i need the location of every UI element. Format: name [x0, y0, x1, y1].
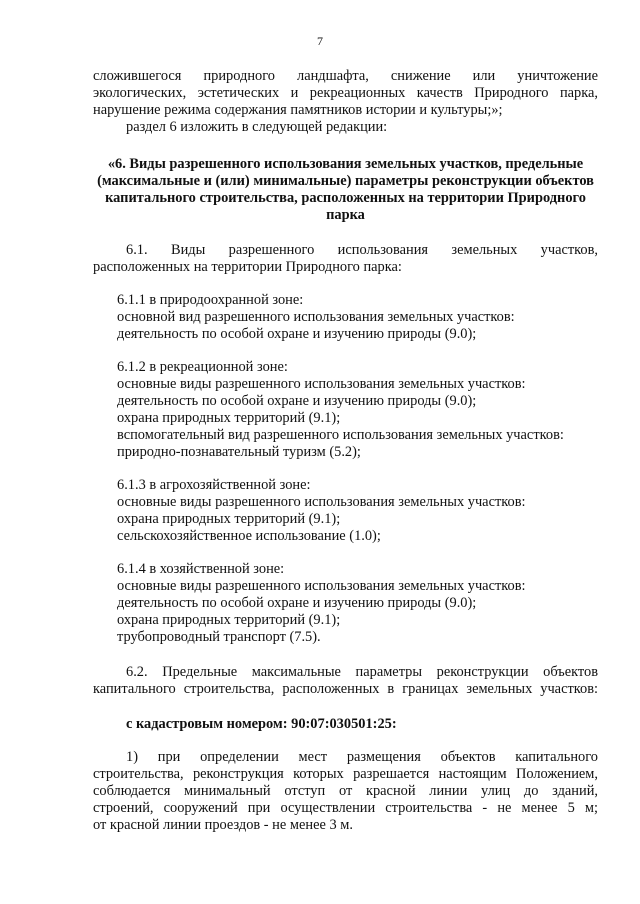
zone-title: 6.1.3 в агрохозяйственной зоне: [117, 477, 311, 493]
paragraph-1 [93, 749, 598, 834]
paragraph-line: от красной линии проездов - не менее 3 м. [93, 817, 353, 833]
paragraph-6-1 [93, 242, 598, 276]
intro-line: экологических, эстетических и рекреационных качеств Природного парка, [93, 85, 598, 101]
zone-line: деятельность по особой охране и изучению природы (9.0); [117, 326, 477, 342]
paragraph-line: капитального строительства, расположенных в границах земельных участков: [93, 681, 598, 697]
intro-paragraph [93, 68, 598, 136]
zone-line: деятельность по особой охране и изучению природы (9.0); [117, 393, 477, 409]
zone-line: охрана природных территорий (9.1); [117, 511, 341, 527]
zone-line: деятельность по особой охране и изучению природы (9.0); [117, 595, 477, 611]
paragraph-line: 1) при определении мест размещения объектов капитального [126, 749, 598, 765]
zone-title: 6.1.2 в рекреационной зоне: [117, 359, 288, 375]
intro-line: нарушение режима содержания памятников истории и культуры;»; [93, 102, 503, 118]
cadastral-number-heading: с кадастровым номером: 90:07:030501:25: [126, 716, 397, 732]
zone-line: сельскохозяйственное использование (1.0); [117, 528, 381, 544]
paragraph-line: строительства, реконструкция которых разрешается настоящим Положением, [93, 766, 598, 782]
zone-6-1-2 [93, 359, 598, 461]
section-6-heading: «6. Виды разрешенного использования земельных участков, предельные (максимальные и (или) минимальные) параметры реконструкции объектов капитального строительства, расположенных на территории Природного парка [97, 156, 594, 223]
zone-line: основные виды разрешенного использования земельных участков: [117, 578, 526, 594]
zone-line: охрана природных территорий (9.1); [117, 612, 341, 628]
zone-line: природно-познавательный туризм (5.2); [117, 444, 361, 460]
zone-line: основные виды разрешенного использования земельных участков: [117, 376, 526, 392]
zone-6-1-3 [93, 477, 598, 545]
zone-line: трубопроводный транспорт (7.5). [117, 629, 321, 645]
document-body [93, 68, 598, 834]
zone-line: основные виды разрешенного использования земельных участков: [117, 494, 526, 510]
paragraph-6-2 [93, 664, 598, 698]
paragraph-line: строений, сооружений при осуществлении строительства - не менее 5 м; [93, 800, 598, 816]
zone-line: основной вид разрешенного использования земельных участков: [117, 309, 515, 325]
zone-line: охрана природных территорий (9.1); [117, 410, 341, 426]
intro-line: сложившегося природного ландшафта, снижение или уничтожение [93, 68, 598, 84]
zone-line: вспомогательный вид разрешенного использования земельных участков: [117, 427, 564, 443]
paragraph-line: соблюдается минимальный отступ от красной линии улиц до зданий, [93, 783, 598, 799]
page-number: 7 [317, 34, 323, 48]
paragraph-line: расположенных на территории Природного парка: [93, 259, 402, 275]
zone-6-1-4 [93, 561, 598, 646]
paragraph-line: 6.1. Виды разрешенного использования земельных участков, [126, 242, 598, 258]
zone-title: 6.1.1 в природоохранной зоне: [117, 292, 304, 308]
zone-title: 6.1.4 в хозяйственной зоне: [117, 561, 285, 577]
amendment-instruction: раздел 6 изложить в следующей редакции: [126, 119, 388, 135]
paragraph-line: 6.2. Предельные максимальные параметры реконструкции объектов [126, 664, 598, 680]
zone-6-1-1 [93, 292, 598, 343]
